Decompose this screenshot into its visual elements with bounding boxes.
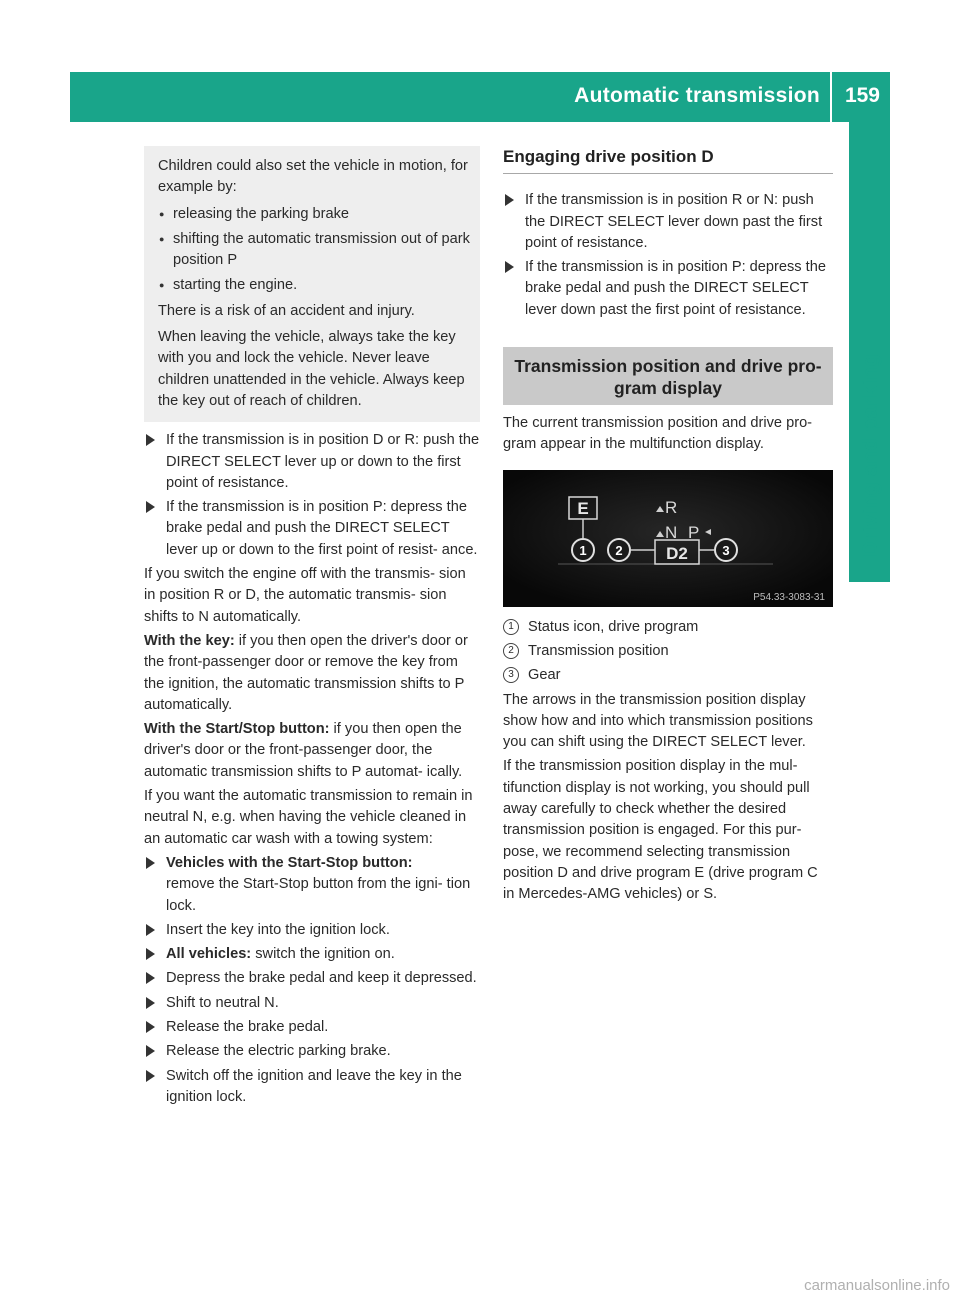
position-p: P [688, 522, 700, 542]
display-diagram [503, 470, 833, 607]
position-r: R [665, 497, 678, 517]
legend-item: 2 Transmission position [503, 641, 833, 662]
watermark: carmanualsonline.info [804, 1277, 950, 1294]
step-arrow-icon [146, 1021, 155, 1033]
instruction-step: If the transmission is in position P: depress the brake pedal and push the DIRECT SELECT lever up or down to the first point of resist- ance. [144, 497, 480, 561]
instruction-step: If the transmission is in position P: depress the brake pedal and push the DIRECT SELECT lever down past the first point of resistance. [503, 257, 833, 321]
instruction-step: Release the electric parking brake. [144, 1041, 480, 1062]
legend-item: 3 Gear [503, 665, 833, 686]
callout-2-number: 2 [615, 542, 623, 558]
step-arrow-icon [146, 501, 155, 513]
instruction-step: All vehicles: switch the ignition on. [144, 944, 480, 965]
instruction-step: Release the brake pedal. [144, 1017, 480, 1038]
position-n: N [665, 522, 678, 542]
heading-transmission-display: Transmission position and drive pro- gram display [503, 347, 833, 405]
with-key-paragraph: With the key: if you then open the driver's door or the front-passenger door or remove the key from the ignition, the automatic transmission shifts to P automatically. [144, 632, 468, 713]
gear-value: D2 [666, 543, 688, 563]
step-arrow-icon [146, 997, 155, 1009]
instruction-step: Switch off the ignition and leave the key in the ignition lock. [144, 1066, 480, 1109]
right-column [503, 146, 833, 909]
chapter-title: Automatic transmission [574, 84, 820, 107]
engine-off-paragraph: If you switch the engine off with the transmis- sion in position R or D, the automatic transmis- sion shifts to N automatically. [144, 566, 466, 625]
with-startstop-paragraph: With the Start/Stop button: if you then open the driver's door or the front-passenger door, the automatic transmission shifts to P automat- ically. [144, 721, 463, 780]
step-arrow-icon [146, 434, 155, 446]
image-code: P54.33-3083-31 [753, 591, 825, 603]
step-arrow-icon [505, 194, 514, 206]
neutral-paragraph: If you want the automatic transmission to remain in neutral N, e.g. when having the vehicle cleaned in an automatic car wash with a towing system: [144, 788, 473, 847]
warning-bullet: ● releasing the parking brake [158, 204, 472, 225]
multifunction-display-illustration [503, 470, 833, 607]
instruction-step: Depress the brake pedal and keep it depressed. [144, 968, 480, 989]
display-intro: The current transmission position and drive pro- gram appear in the multifunction display. [503, 415, 813, 453]
instruction-step: Shift to neutral N. [144, 993, 480, 1014]
side-tab-label: Driving and parking [859, 353, 882, 557]
warning-bullet: ● shifting the automatic transmission out of park position P [158, 229, 472, 272]
warning-box [144, 146, 480, 422]
instruction-step: If the transmission is in position R or N: push the DIRECT SELECT lever down past the first point of resistance. [503, 190, 833, 254]
step-arrow-icon [146, 1070, 155, 1082]
page-number: 159 [844, 84, 880, 107]
legend-item: 1 Status icon, drive program [503, 617, 833, 638]
legend-number: 2 [503, 643, 519, 659]
header-divider [830, 72, 832, 122]
step-arrow-icon [146, 948, 155, 960]
warning-bullet: ● starting the engine. [158, 275, 472, 296]
step-arrow-icon [146, 972, 155, 984]
heading-engaging-drive: Engaging drive position D [503, 146, 833, 174]
legend-number: 3 [503, 667, 519, 683]
callout-1-number: 1 [579, 542, 587, 558]
step-arrow-icon [146, 924, 155, 936]
step-arrow-icon [505, 261, 514, 273]
arrows-paragraph: The arrows in the transmission position display show how and into which transmission positions you can shift using the DIRECT SELECT lever. [503, 691, 813, 751]
legend-number: 1 [503, 619, 519, 635]
instruction-step: If the transmission is in position D or R: push the DIRECT SELECT lever up or down to the first point of resistance. [144, 430, 480, 494]
callout-3-number: 3 [722, 542, 730, 558]
instruction-step: Insert the key into the ignition lock. [144, 920, 480, 941]
step-arrow-icon [146, 1045, 155, 1057]
instruction-step: Vehicles with the Start-Stop button: remove the Start-Stop button from the igni- tion lock. [144, 853, 480, 917]
warning-risk: There is a risk of an accident and injury. [158, 302, 415, 319]
warning-advice: When leaving the vehicle, always take the key with you and lock the vehicle. Never leave children unattended in the vehicle. Always keep the key out of reach of children. [158, 329, 465, 409]
page-header [70, 72, 890, 122]
step-arrow-icon [146, 857, 155, 869]
drive-program-letter: E [577, 498, 589, 518]
left-column [144, 146, 480, 1111]
warning-intro: Children could also set the vehicle in motion, for example by: [158, 158, 468, 196]
not-working-paragraph: If the transmission position display in the mul- tifunction display is not working, you should pull away carefully to check whether the desired transmission position is engaged. For this pur- pose, we recommend selecting transmission position D and drive program E (drive program C in Mercedes-AMG vehicles) or S. [503, 758, 818, 903]
